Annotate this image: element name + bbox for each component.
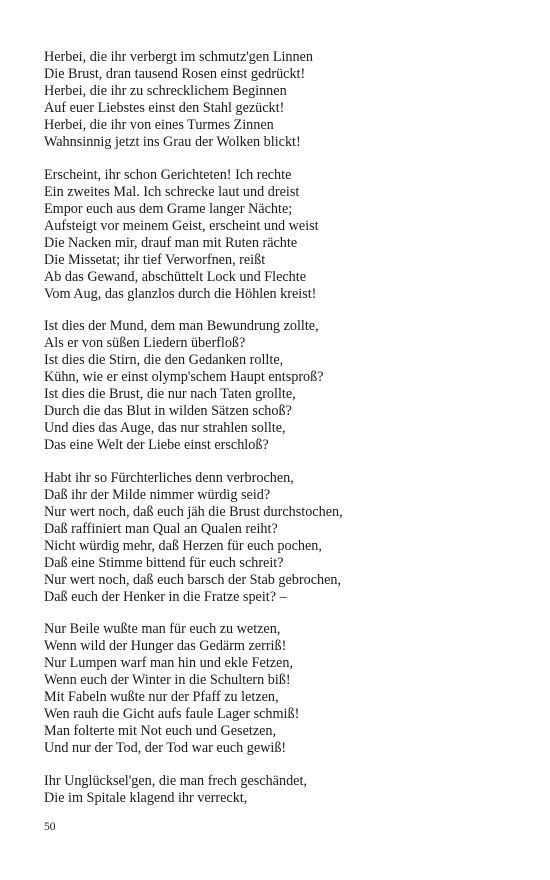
verse-line: Daß euch der Henker in die Fratze speit? – bbox=[44, 588, 287, 605]
verse-line: Die Brust, dran tausend Rosen einst gedrückt! bbox=[44, 66, 306, 82]
stanza-5 bbox=[44, 621, 524, 757]
verse-line: Die Missetat; ihr tief Verworfnen, reißt bbox=[44, 251, 266, 268]
verse-line: Nur wert noch, daß euch barsch der Stab gebrochen, bbox=[44, 571, 342, 588]
verse-line: Aufsteigt vor meinem Geist, erscheint und weist bbox=[44, 217, 319, 234]
stanza-1 bbox=[44, 49, 524, 151]
verse-line: Das eine Welt der Liebe einst erschloß? bbox=[44, 437, 269, 453]
verse-line: Nur wert noch, daß euch jäh die Brust durchstochen, bbox=[44, 503, 343, 520]
verse-line: Daß ihr der Milde nimmer würdig seid? bbox=[44, 486, 271, 503]
verse-line: Vom Aug, das glanzlos durch die Höhlen kreist! bbox=[44, 285, 317, 302]
verse-line: Ist dies die Brust, die nur nach Taten grollte, bbox=[44, 386, 296, 402]
verse-line: Nicht würdig mehr, daß Herzen für euch pochen, bbox=[44, 537, 322, 554]
verse-line: Ist dies der Mund, dem man Bewundrung zollte, bbox=[44, 318, 319, 334]
verse-line: Und dies das Auge, das nur strahlen sollte, bbox=[44, 420, 286, 436]
verse-line: Die im Spitale klagend ihr verreckt, bbox=[44, 789, 248, 806]
verse-line: Empor euch aus dem Grame langer Nächte; bbox=[44, 200, 293, 217]
verse-line: Auf euer Liebstes einst den Stahl gezückt! bbox=[44, 100, 285, 116]
verse-line: Wen rauh die Gicht aufs faule Lager schmiß! bbox=[44, 706, 300, 722]
verse-line: Daß raffiniert man Qual an Qualen reiht? bbox=[44, 520, 278, 537]
verse-line: Ist dies die Stirn, die den Gedanken rollte, bbox=[44, 352, 284, 368]
stanza-6 bbox=[44, 773, 524, 807]
verse-line: Wahnsinnig jetzt ins Grau der Wolken blickt! bbox=[44, 134, 301, 150]
verse-line: Wenn euch der Winter in die Schultern biß! bbox=[44, 672, 291, 688]
poem-body bbox=[44, 49, 524, 822]
verse-line: Die Nacken mir, drauf man mit Ruten rächte bbox=[44, 234, 298, 251]
verse-line: Habt ihr so Fürchterliches denn verbrochen, bbox=[44, 469, 294, 486]
verse-line: Wenn wild der Hunger das Gedärm zerriß! bbox=[44, 638, 287, 654]
verse-line: Herbei, die ihr verbergt im schmutz'gen Linnen bbox=[44, 49, 314, 65]
verse-line: Man folterte mit Not euch und Gesetzen, bbox=[44, 723, 277, 739]
verse-line: Herbei, die ihr zu schrecklichem Beginnen bbox=[44, 83, 287, 99]
stanza-4 bbox=[44, 470, 524, 606]
verse-line: Nur Lumpen warf man hin und ekle Fetzen, bbox=[44, 655, 293, 671]
verse-line: Nur Beile wußte man für euch zu wetzen, bbox=[44, 621, 281, 637]
verse-line: Ab das Gewand, abschüttelt Lock und Flechte bbox=[44, 268, 307, 285]
verse-line: Mit Fabeln wußte nur der Pfaff zu letzen, bbox=[44, 689, 279, 705]
verse-line: Erscheint, ihr schon Gerichteten! Ich rechte bbox=[44, 166, 292, 183]
verse-line: Daß eine Stimme bittend für euch schreit? bbox=[44, 554, 284, 571]
verse-line: Durch die das Blut in wilden Sätzen schoß? bbox=[44, 403, 292, 419]
verse-line: Und nur der Tod, der Tod war euch gewiß! bbox=[44, 740, 287, 756]
verse-line: Ein zweites Mal. Ich schrecke laut und dreist bbox=[44, 183, 300, 200]
verse-line: Herbei, die ihr von eines Turmes Zinnen bbox=[44, 117, 274, 133]
verse-line: Als er von süßen Liedern überfloß? bbox=[44, 335, 246, 351]
verse-line: Kühn, wie er einst olymp'schem Haupt entsproß? bbox=[44, 369, 324, 385]
page-number: 50 bbox=[44, 821, 56, 833]
verse-line: Ihr Unglücksel'gen, die man frech geschändet, bbox=[44, 772, 307, 789]
stanza-2 bbox=[44, 167, 524, 303]
stanza-3 bbox=[44, 318, 524, 454]
